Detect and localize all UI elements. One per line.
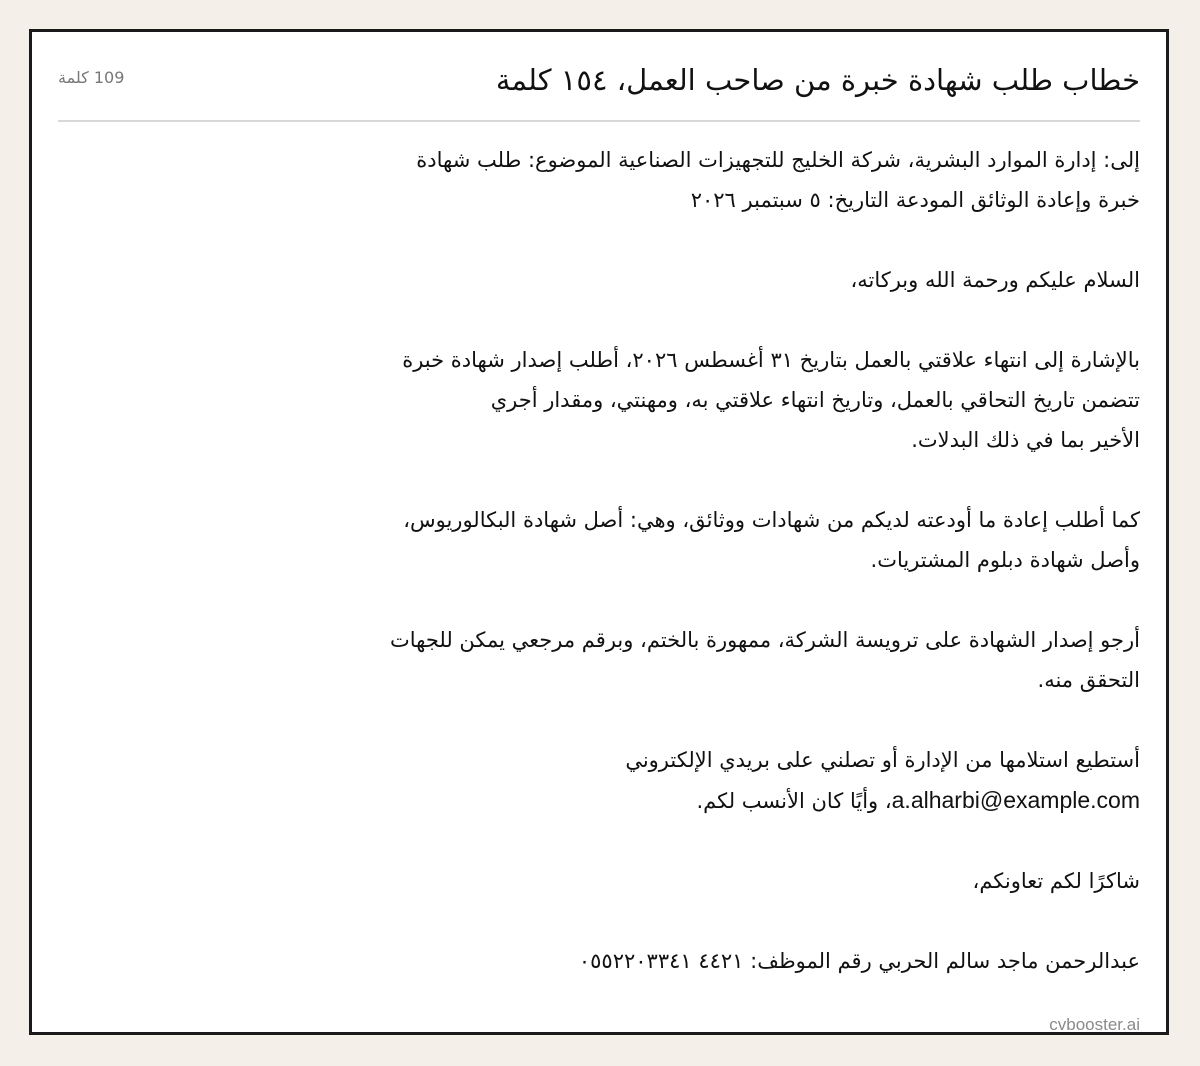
email-address: a.alharbi@example.com	[891, 787, 1140, 813]
paragraph-gap	[240, 300, 1140, 340]
paragraph-2-line-2: وأصل شهادة دبلوم المشتريات.	[870, 548, 1140, 572]
paragraph-1-line-2: تتضمن تاريخ التحاقي بالعمل، وتاريخ انتهاء علاقتي به، ومهنتي، ومقدار أجري	[490, 388, 1140, 412]
subject-date-line: خبرة وإعادة الوثائق المودعة التاريخ: ٥ سبتمبر ٢٠٢٦	[690, 188, 1140, 212]
paragraph-1-line-1: بالإشارة إلى انتهاء علاقتي بالعمل بتاريخ ٣١ أغسطس ٢٠٢٦، أطلب إصدار شهادة خبرة	[402, 348, 1140, 372]
paragraph-3-line-1: أرجو إصدار الشهادة على ترويسة الشركة، ممهورة بالختم، وبرقم مرجعي يمكن للجهات	[390, 628, 1140, 652]
signature-line: عبدالرحمن ماجد سالم الحربي رقم الموظف: ٤٤٢١ ٠٥٥٢٢٠٣٣٤١	[578, 949, 1140, 973]
paragraph-gap	[240, 901, 1140, 941]
paragraph-1-line-3: الأخير بما في ذلك البدلات.	[911, 428, 1140, 452]
paragraph-gap	[240, 580, 1140, 620]
closing: شاكرًا لكم تعاونكم،	[972, 869, 1140, 893]
paragraph-4-line-2-text: ، وأيًا كان الأنسب لكم.	[696, 789, 892, 813]
letter-header	[58, 32, 1140, 122]
paragraph-gap	[240, 460, 1140, 500]
paragraph-gap	[240, 220, 1140, 260]
greeting: السلام عليكم ورحمة الله وبركاته،	[850, 268, 1140, 292]
letter-body	[240, 140, 1140, 981]
paragraph-3-line-2: التحقق منه.	[1037, 668, 1140, 692]
paragraph-4-line-2	[240, 780, 1140, 821]
letter-card	[29, 29, 1169, 1035]
word-count: 109 كلمة	[58, 68, 125, 87]
paragraph-gap	[240, 700, 1140, 740]
brand-watermark: cvbooster.ai	[1049, 1015, 1140, 1034]
letter-title: خطاب طلب شهادة خبرة من صاحب العمل، ١٥٤ كلمة	[495, 63, 1140, 97]
recipient-line: إلى: إدارة الموارد البشرية، شركة الخليج للتجهيزات الصناعية الموضوع: طلب شهادة	[416, 148, 1140, 172]
paragraph-2-line-1: كما أطلب إعادة ما أودعته لديكم من شهادات ووثائق، وهي: أصل شهادة البكالوريوس،	[403, 508, 1140, 532]
paragraph-gap	[240, 821, 1140, 861]
paragraph-4-line-1: أستطيع استلامها من الإدارة أو تصلني على بريدي الإلكتروني	[625, 748, 1140, 772]
